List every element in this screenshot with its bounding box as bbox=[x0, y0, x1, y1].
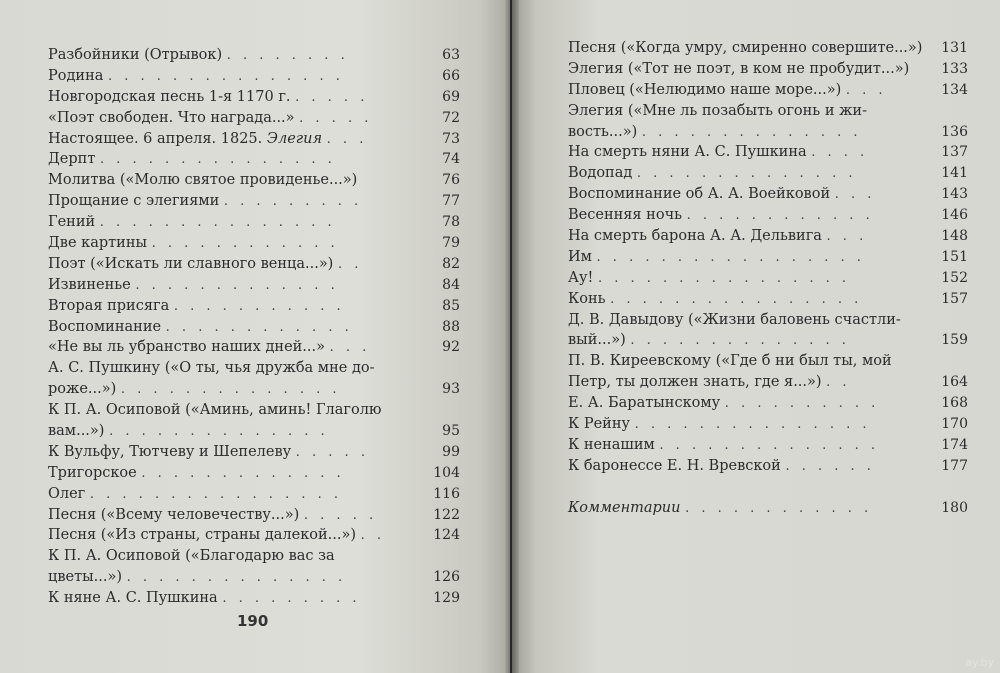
toc-entry bbox=[48, 400, 460, 421]
toc-entry-title: Прощание с элегиями bbox=[48, 193, 220, 210]
toc-page-number: 141 bbox=[941, 165, 968, 182]
toc-page-number: 76 bbox=[442, 172, 460, 189]
book-gutter bbox=[505, 0, 519, 673]
toc-leader-dots: . . . . . . . . . bbox=[223, 194, 363, 210]
toc-entry-title: К Вульфу, Тютчеву и Шепелеву bbox=[48, 443, 292, 460]
toc-leader-dots: . . . . . . . . . . . . . . bbox=[120, 382, 341, 398]
toc-page-number: 92 bbox=[442, 339, 460, 356]
toc-leader-dots: . . . . . . . . . . bbox=[724, 396, 880, 412]
toc-entry-title: Конь bbox=[568, 290, 606, 307]
toc-entry-title: Две картины bbox=[48, 235, 148, 252]
toc-leader-dots: . . . bbox=[826, 229, 868, 245]
toc-page-number: 157 bbox=[941, 290, 968, 307]
toc-leader-dots: . . . . . . . . . . . . . . . bbox=[108, 68, 344, 84]
toc-entry-title: роже...») bbox=[48, 381, 117, 398]
toc-leader-dots: . . bbox=[337, 256, 363, 272]
toc-entry bbox=[48, 254, 460, 275]
toc-entry-title: А. С. Пушкину («О ты, чья дружба мне до- bbox=[48, 360, 375, 377]
toc-list-right bbox=[568, 38, 968, 518]
toc-entry-title: Элегия («Мне ль позабыть огонь и жи- bbox=[568, 102, 867, 119]
toc-leader-dots: . . . . . . . . . . . . bbox=[165, 319, 353, 335]
toc-page-number: 69 bbox=[442, 88, 460, 105]
toc-page-number: 180 bbox=[941, 499, 968, 516]
toc-leader-dots: . . . . . . . . . . . . . . bbox=[126, 570, 347, 586]
toc-entry bbox=[48, 317, 460, 338]
toc-entry bbox=[568, 59, 968, 80]
toc-entry bbox=[568, 163, 968, 184]
toc-entry bbox=[48, 358, 460, 379]
toc-list-left bbox=[48, 45, 460, 609]
toc-entry bbox=[48, 191, 460, 212]
toc-page-number: 168 bbox=[941, 395, 968, 412]
toc-entry-title: Пловец («Нелюдимо наше море...») bbox=[568, 81, 842, 98]
toc-leader-dots: . . . . . . . . . . . . . bbox=[135, 277, 339, 293]
toc-entry-title: К Рейну bbox=[568, 416, 631, 433]
toc-leader-dots: . . . bbox=[329, 340, 371, 356]
toc-entry bbox=[48, 484, 460, 505]
toc-entry bbox=[48, 296, 460, 317]
page-number: 190 bbox=[237, 612, 269, 630]
toc-entry-title: Гений bbox=[48, 214, 96, 231]
toc-page-number: 177 bbox=[941, 457, 968, 474]
toc-page-number: 93 bbox=[442, 381, 460, 398]
toc-leader-dots: . . . . . . . . . bbox=[222, 591, 361, 607]
toc-leader-dots: . . bbox=[826, 375, 851, 391]
toc-entry-title: Воспоминание об А. А. Воейковой bbox=[568, 186, 831, 203]
toc-entry bbox=[568, 247, 968, 268]
toc-page-number: 79 bbox=[442, 235, 460, 252]
toc-leader-dots: . . . . . . . . . . . . . . . . . bbox=[596, 249, 865, 265]
toc-entry-title: Дерпт bbox=[48, 151, 96, 168]
toc-entry bbox=[48, 170, 460, 191]
toc-entry bbox=[568, 226, 968, 247]
toc-entry bbox=[48, 546, 460, 567]
toc-page-number: 159 bbox=[941, 332, 968, 349]
toc-entry-title: К баронессе Е. Н. Вревской bbox=[568, 457, 781, 474]
toc-page-number: 74 bbox=[442, 151, 460, 168]
toc-leader-dots: . . . . . . . . . . . . bbox=[151, 236, 339, 252]
toc-entry bbox=[568, 414, 968, 435]
toc-page-number: 104 bbox=[433, 464, 460, 481]
toc-entry bbox=[568, 498, 968, 519]
toc-page-number: 72 bbox=[442, 109, 460, 126]
toc-entry-title: Ау! bbox=[568, 269, 594, 286]
toc-entry-title: Водопад bbox=[568, 165, 633, 182]
toc-leader-dots: . . . . . . . . . . . . . . . . bbox=[610, 291, 863, 307]
toc-leader-dots: . . . . . . . . . . . . bbox=[685, 500, 873, 516]
toc-entry-title: цветы...») bbox=[48, 569, 122, 586]
toc-leader-dots: . . . . . . . . . . . . . . bbox=[659, 437, 879, 453]
toc-entry bbox=[48, 149, 460, 170]
toc-page-number: 95 bbox=[442, 423, 460, 440]
toc-entry bbox=[568, 80, 968, 101]
toc-page-number: 143 bbox=[941, 186, 968, 203]
toc-page-number: 131 bbox=[941, 40, 968, 56]
toc-entry-title: П. В. Киреевскому («Где б ни был ты, мой bbox=[568, 353, 892, 370]
toc-leader-dots: . . . . . . . . . . . . . . . bbox=[634, 417, 871, 433]
toc-entry-title: «Поэт свободен. Что награда...» bbox=[48, 109, 295, 126]
toc-page-number: 134 bbox=[941, 81, 968, 98]
toc-page-number: 164 bbox=[941, 374, 968, 391]
toc-entry bbox=[48, 379, 460, 400]
toc-entry-title: Разбойники (Отрывок) bbox=[48, 47, 223, 63]
toc-leader-dots: . . . . . . . . . . . . . . . . bbox=[89, 486, 342, 502]
toc-entry bbox=[568, 393, 968, 414]
toc-entry bbox=[568, 351, 968, 372]
toc-leader-dots: . . . . . . . . . . . . . . bbox=[630, 333, 850, 349]
toc-entry bbox=[48, 421, 460, 442]
toc-leader-dots: . . . . . . bbox=[785, 458, 875, 474]
toc-entry bbox=[568, 310, 968, 331]
toc-leader-dots: . . . . . . . . . . . . . . . bbox=[99, 152, 336, 168]
toc-leader-dots: . . bbox=[360, 528, 386, 544]
toc-leader-dots: . . . . bbox=[811, 145, 869, 161]
toc-entry bbox=[568, 330, 968, 351]
toc-entry bbox=[568, 435, 968, 456]
toc-entry-title: На смерть барона А. А. Дельвига bbox=[568, 228, 822, 245]
toc-page-number: 146 bbox=[941, 207, 968, 224]
toc-page-number: 88 bbox=[442, 318, 460, 335]
toc-leader-dots: . . . . . . . . . . . bbox=[173, 298, 345, 314]
toc-leader-dots: . . . . . bbox=[303, 507, 378, 523]
toc-page-number: 151 bbox=[941, 248, 968, 265]
toc-entry bbox=[48, 588, 460, 609]
toc-page-number: 78 bbox=[442, 214, 460, 231]
toc-leader-dots: . . . bbox=[834, 187, 876, 203]
toc-page-number: 136 bbox=[941, 123, 968, 140]
toc-page-number: 152 bbox=[941, 269, 968, 286]
toc-entry bbox=[48, 87, 460, 108]
toc-leader-dots: . . . . . . . . bbox=[226, 48, 349, 63]
toc-entry-title: К ненашим bbox=[568, 436, 655, 453]
toc-entry-title: К П. А. Осиповой («Благодарю вас за bbox=[48, 548, 335, 565]
toc-entry bbox=[568, 268, 968, 289]
toc-entry-title: Вторая присяга bbox=[48, 297, 170, 314]
toc-page-number: 133 bbox=[941, 60, 968, 77]
toc-page-number: 73 bbox=[442, 130, 460, 147]
toc-entry-title: Извиненье bbox=[48, 276, 131, 293]
toc-entry-title: Тригорское bbox=[48, 464, 137, 481]
toc-leader-dots: . . . . . . . . . . . . bbox=[686, 208, 874, 224]
toc-entry bbox=[568, 122, 968, 143]
toc-page-number: 116 bbox=[433, 485, 460, 502]
toc-entry bbox=[48, 45, 460, 66]
watermark: ay.by bbox=[965, 656, 994, 669]
toc-entry bbox=[568, 477, 968, 498]
toc-entry-title-italic: Комментарии bbox=[568, 499, 681, 516]
toc-entry-title: Весенняя ночь bbox=[568, 207, 683, 224]
toc-entry bbox=[48, 525, 460, 546]
toc-leader-dots: . . . . . . . . . . . . . . bbox=[636, 166, 857, 182]
toc-entry-title: Поэт («Искать ли славного венца...») bbox=[48, 255, 334, 272]
toc-entry-title: Элегия («Тот не поэт, в ком не пробудит...») bbox=[568, 60, 910, 77]
toc-page-number: 126 bbox=[433, 569, 460, 586]
toc-entry bbox=[568, 205, 968, 226]
toc-entry-title: Новгородская песнь 1-я 1170 г. bbox=[48, 88, 291, 105]
toc-entry bbox=[48, 129, 460, 150]
toc-leader-dots: . . . . . bbox=[295, 89, 369, 105]
toc-entry bbox=[48, 212, 460, 233]
toc-entry-title: Им bbox=[568, 248, 592, 265]
toc-entry-title: вость...») bbox=[568, 123, 638, 140]
toc-entry bbox=[48, 567, 460, 588]
toc-entry-title: На смерть няни А. С. Пушкина bbox=[568, 144, 807, 161]
toc-entry-title: Д. В. Давыдову («Жизни баловень счастли- bbox=[568, 311, 901, 328]
toc-page-number: 84 bbox=[442, 276, 460, 293]
toc-entry-title: К П. А. Осиповой («Аминь, аминь! Глаголю bbox=[48, 402, 382, 419]
toc-leader-dots: . . . bbox=[845, 82, 887, 98]
toc-page-number: 122 bbox=[433, 506, 460, 523]
toc-page-number: 85 bbox=[442, 297, 460, 314]
toc-entry bbox=[568, 289, 968, 310]
toc-entry bbox=[48, 442, 460, 463]
toc-entry-title: «Не вы ль убранство наших дней...» bbox=[48, 339, 326, 356]
toc-entry-title: К няне А. С. Пушкина bbox=[48, 590, 218, 607]
toc-entry-title: Петр, ты должен знать, где я...») bbox=[568, 374, 822, 391]
toc-entry-title: Песня («Когда умру, смиренно совершите...») bbox=[568, 40, 923, 56]
toc-page-number: 63 bbox=[442, 47, 460, 63]
toc-leader-dots: . . . . . . . . . . . . . . bbox=[109, 424, 329, 440]
toc-entry bbox=[568, 101, 968, 122]
toc-leader-dots: . . . . . . . . . . . . . . bbox=[641, 124, 862, 140]
toc-entry bbox=[568, 456, 968, 477]
toc-entry bbox=[48, 337, 460, 358]
toc-page-number: 170 bbox=[941, 416, 968, 433]
toc-entry-title: Песня («Всему человечеству...») bbox=[48, 506, 300, 523]
toc-entry-title: Молитва («Молю святое провиденье...») bbox=[48, 172, 358, 189]
toc-leader-dots: . . . . . bbox=[299, 110, 373, 126]
toc-leader-dots: . . . bbox=[326, 131, 368, 147]
toc-page-number: 148 bbox=[941, 228, 968, 245]
toc-page-number: 137 bbox=[941, 144, 968, 161]
toc-entry bbox=[48, 66, 460, 87]
toc-entry-title: Олег bbox=[48, 485, 86, 502]
toc-page-number: 129 bbox=[433, 590, 460, 607]
toc-page-number: 82 bbox=[442, 255, 460, 272]
toc-entry bbox=[48, 463, 460, 484]
toc-entry bbox=[568, 184, 968, 205]
toc-leader-dots: . . . . . . . . . . . . . . . bbox=[99, 215, 336, 231]
toc-entry-title-italic: Элегия bbox=[266, 130, 323, 147]
toc-entry-title: Е. А. Баратынскому bbox=[568, 395, 721, 412]
toc-entry-title: вый...») bbox=[568, 332, 626, 349]
toc-leader-dots: . . . . . . . . . . . . . bbox=[141, 465, 345, 481]
toc-entry-title: Настоящее. 6 апреля. 1825. bbox=[48, 130, 263, 147]
toc-entry bbox=[48, 233, 460, 254]
toc-entry-title: Родина bbox=[48, 67, 104, 84]
toc-entry-title: Песня («Из страны, страны далекой...») bbox=[48, 527, 357, 544]
toc-leader-dots: . . . . . bbox=[295, 444, 369, 460]
toc-page-number: 66 bbox=[442, 67, 460, 84]
toc-entry bbox=[48, 275, 460, 296]
toc-entry bbox=[48, 108, 460, 129]
toc-page-number: 124 bbox=[433, 527, 460, 544]
toc-entry-title: вам...») bbox=[48, 423, 105, 440]
toc-entry-title: Воспоминание bbox=[48, 318, 162, 335]
toc-entry bbox=[568, 38, 968, 59]
toc-entry bbox=[48, 505, 460, 526]
toc-entry bbox=[568, 372, 968, 393]
toc-page-number: 174 bbox=[941, 436, 968, 453]
right-page bbox=[512, 0, 1000, 673]
toc-page-number: 99 bbox=[442, 443, 460, 460]
toc-entry bbox=[568, 142, 968, 163]
toc-leader-dots: . . . . . . . . . . . . . . . . bbox=[597, 270, 851, 286]
toc-page-number: 77 bbox=[442, 193, 460, 210]
